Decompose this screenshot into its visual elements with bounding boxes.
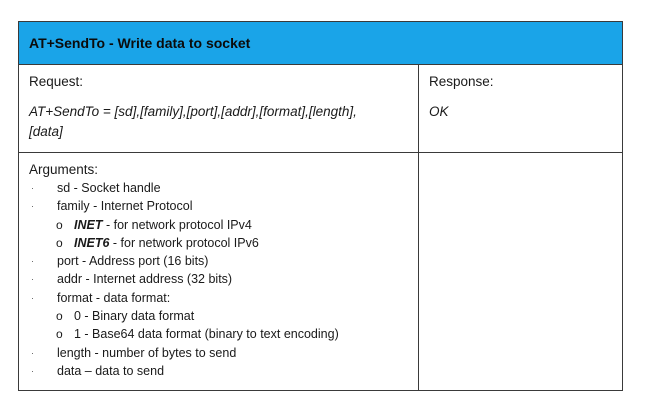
arg-text: port - Address port (16 bits) <box>57 254 209 269</box>
request-command-line-2: [data] <box>29 124 63 139</box>
bullet-icon: · <box>31 365 34 376</box>
arg-item-sd <box>29 179 408 197</box>
option-key: INET <box>74 217 103 232</box>
bullet-icon: · <box>31 256 34 267</box>
request-command-line-1: AT+SendTo = [sd],[family],[port],[addr],[format],[length], <box>29 104 357 119</box>
arg-text: sd - Socket handle <box>57 181 161 195</box>
arg-item-port <box>29 252 408 270</box>
bullet-icon: · <box>31 274 34 285</box>
table-header <box>19 22 622 65</box>
arg-item-addr <box>29 270 408 288</box>
format-sub-list <box>29 307 408 344</box>
format-option-1 <box>29 325 408 343</box>
command-title: AT+SendTo - Write data to socket <box>29 35 251 51</box>
arg-text: format - data format: <box>57 290 171 305</box>
arg-item-length <box>29 344 408 362</box>
option-text: 0 - Binary data format <box>74 309 195 324</box>
arg-item-format <box>29 289 408 344</box>
command-table <box>18 21 623 391</box>
bullet-icon: · <box>31 201 34 212</box>
option-text: 1 - Base64 data format (binary to text encoding) <box>74 327 339 342</box>
response-label: Response: <box>429 74 494 89</box>
arg-item-data <box>29 362 408 380</box>
response-cell <box>419 65 622 152</box>
option-key: INET6 <box>74 235 110 250</box>
bullet-icon: · <box>31 183 34 193</box>
bullet-icon: · <box>31 347 34 358</box>
sub-bullet-icon: o <box>56 217 63 232</box>
request-response-row <box>19 65 622 153</box>
arg-text: length - number of bytes to send <box>57 345 237 360</box>
arguments-row <box>19 153 622 390</box>
request-cell <box>19 65 419 152</box>
arg-text: data – data to send <box>57 363 165 378</box>
arg-text: family - Internet Protocol <box>57 199 193 214</box>
response-value: OK <box>429 104 449 119</box>
arg-text: addr - Internet address (32 bits) <box>57 272 233 287</box>
arguments-response-cell <box>419 153 622 390</box>
arguments-cell <box>19 153 419 390</box>
sub-bullet-icon: o <box>56 235 63 250</box>
bullet-icon: · <box>31 292 34 303</box>
option-desc: - for network protocol IPv4 <box>102 217 252 232</box>
sub-bullet-icon: o <box>56 327 63 342</box>
option-desc: - for network protocol IPv6 <box>109 235 259 250</box>
family-sub-list <box>29 216 408 253</box>
sub-bullet-icon: o <box>56 309 63 324</box>
arguments-list <box>29 179 408 380</box>
arg-item-family <box>29 197 408 252</box>
family-option-inet6 <box>29 234 408 252</box>
family-option-inet <box>29 216 408 234</box>
arguments-label: Arguments: <box>29 162 99 177</box>
format-option-0 <box>29 307 408 325</box>
request-label: Request: <box>29 74 84 89</box>
request-command <box>29 102 408 142</box>
